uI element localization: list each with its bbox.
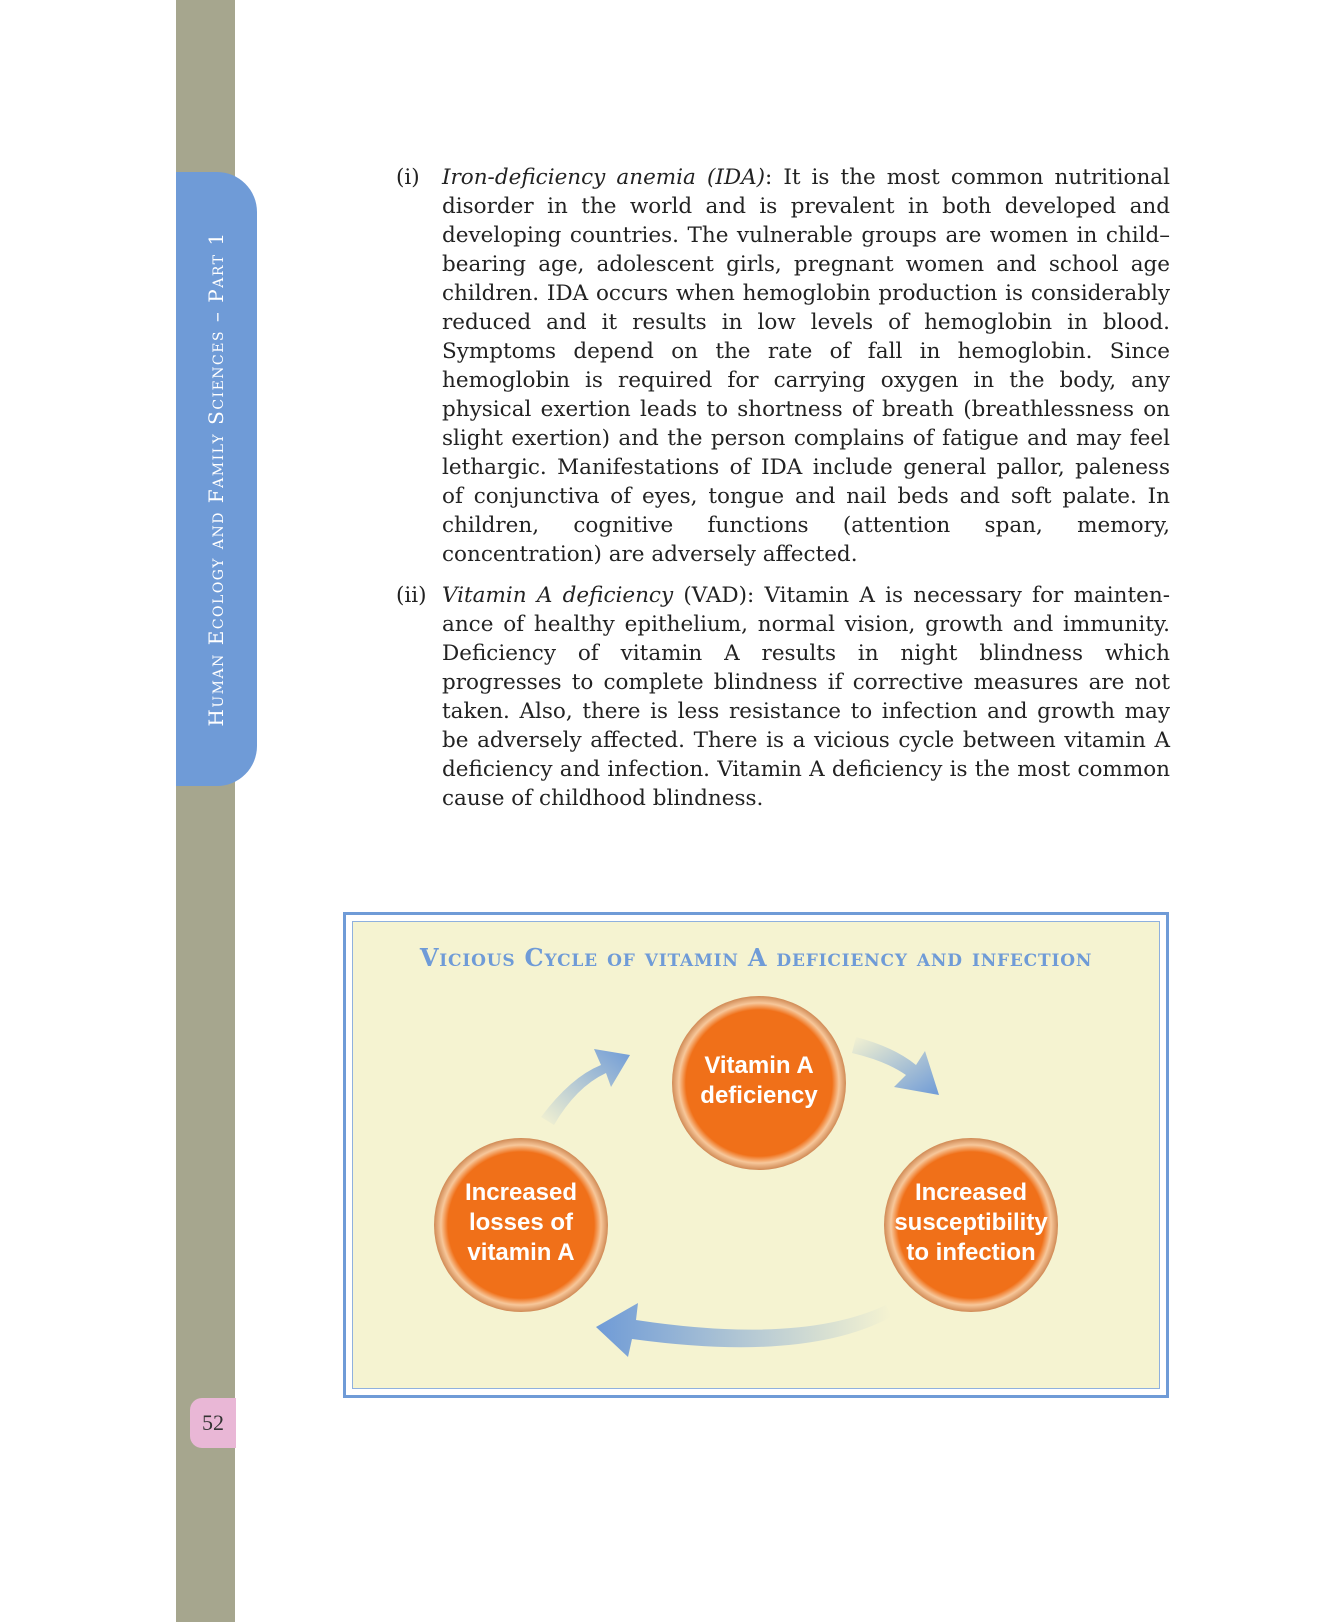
- svg-text:to infection: to infection: [906, 1239, 1036, 1266]
- svg-text:Increased: Increased: [464, 1179, 578, 1206]
- arrow-right-to-left: [596, 1303, 891, 1357]
- item-number: (i): [396, 165, 420, 190]
- svg-text:susceptibility: susceptibility: [894, 1209, 1048, 1236]
- svg-text:deficiency: deficiency: [700, 1082, 818, 1109]
- svg-text:losses of: losses of: [468, 1209, 574, 1236]
- arrow-top-to-right: [852, 1037, 939, 1095]
- item-number: (ii): [396, 583, 427, 608]
- svg-text:Increased: Increased: [914, 1179, 1028, 1206]
- list-item: [396, 163, 1170, 569]
- node-vitamin-a-deficiency: [672, 996, 846, 1170]
- cycle-diagram: [346, 915, 1172, 1401]
- figure-title: Vicious Cycle of vitamin A deficiency and infection: [419, 943, 1093, 972]
- svg-text:vitamin A: vitamin A: [467, 1239, 575, 1266]
- node-increased-susceptibility: [884, 1138, 1058, 1312]
- item-body: [442, 581, 1170, 813]
- page-number: 52: [190, 1398, 236, 1448]
- item-term: Vitamin A deficiency: [442, 583, 674, 608]
- body-text: [396, 163, 1170, 825]
- item-text: : It is the most common nutritional disorder in the world and is prevalent in both developed and developing countries. The vulnerable groups are women in child–bearing age, adolescent girls, pregnant women and school age children. IDA occurs when hemoglobin production is considerably reduced and it results in low levels of hemoglobin in blood. Symptoms depend on the rate of fall in hemoglobin. Since hemoglobin is required for carrying oxygen in the body, any physical exertion leads to shortness of breath (breathlessness on slight exertion) and the person complains of fatigue and may feel lethargic. Manifestations of IDA include general pallor, paleness of conjunctiva of eyes, tongue and nail beds and soft palate. In children, cognitive functions (attention span, memory, concentration) are adversely affected.: [442, 165, 1170, 567]
- item-text: (VAD): Vitamin A is necessary for mainten-ance of healthy epithelium, normal vision, growth and immunity. Deficiency of vitamin A results in night blindness which progresses to complete blindness if corrective measures are not taken. Also, there is less resistance to infection and growth may be adversely affected. There is a vicious cycle between vitamin A deficiency and infection. Vitamin A deficiency is the most common cause of childhood blindness.: [442, 583, 1170, 811]
- item-body: [442, 163, 1170, 569]
- item-term: Iron-deficiency anemia (IDA): [442, 165, 765, 190]
- arrow-left-to-top: [541, 1049, 630, 1125]
- svg-text:Vitamin A: Vitamin A: [704, 1052, 814, 1079]
- list-item: [396, 581, 1170, 813]
- running-head: Human Ecology and Family Sciences – Part 1: [204, 231, 228, 727]
- node-increased-losses: [434, 1138, 608, 1312]
- figure-box: [343, 912, 1169, 1398]
